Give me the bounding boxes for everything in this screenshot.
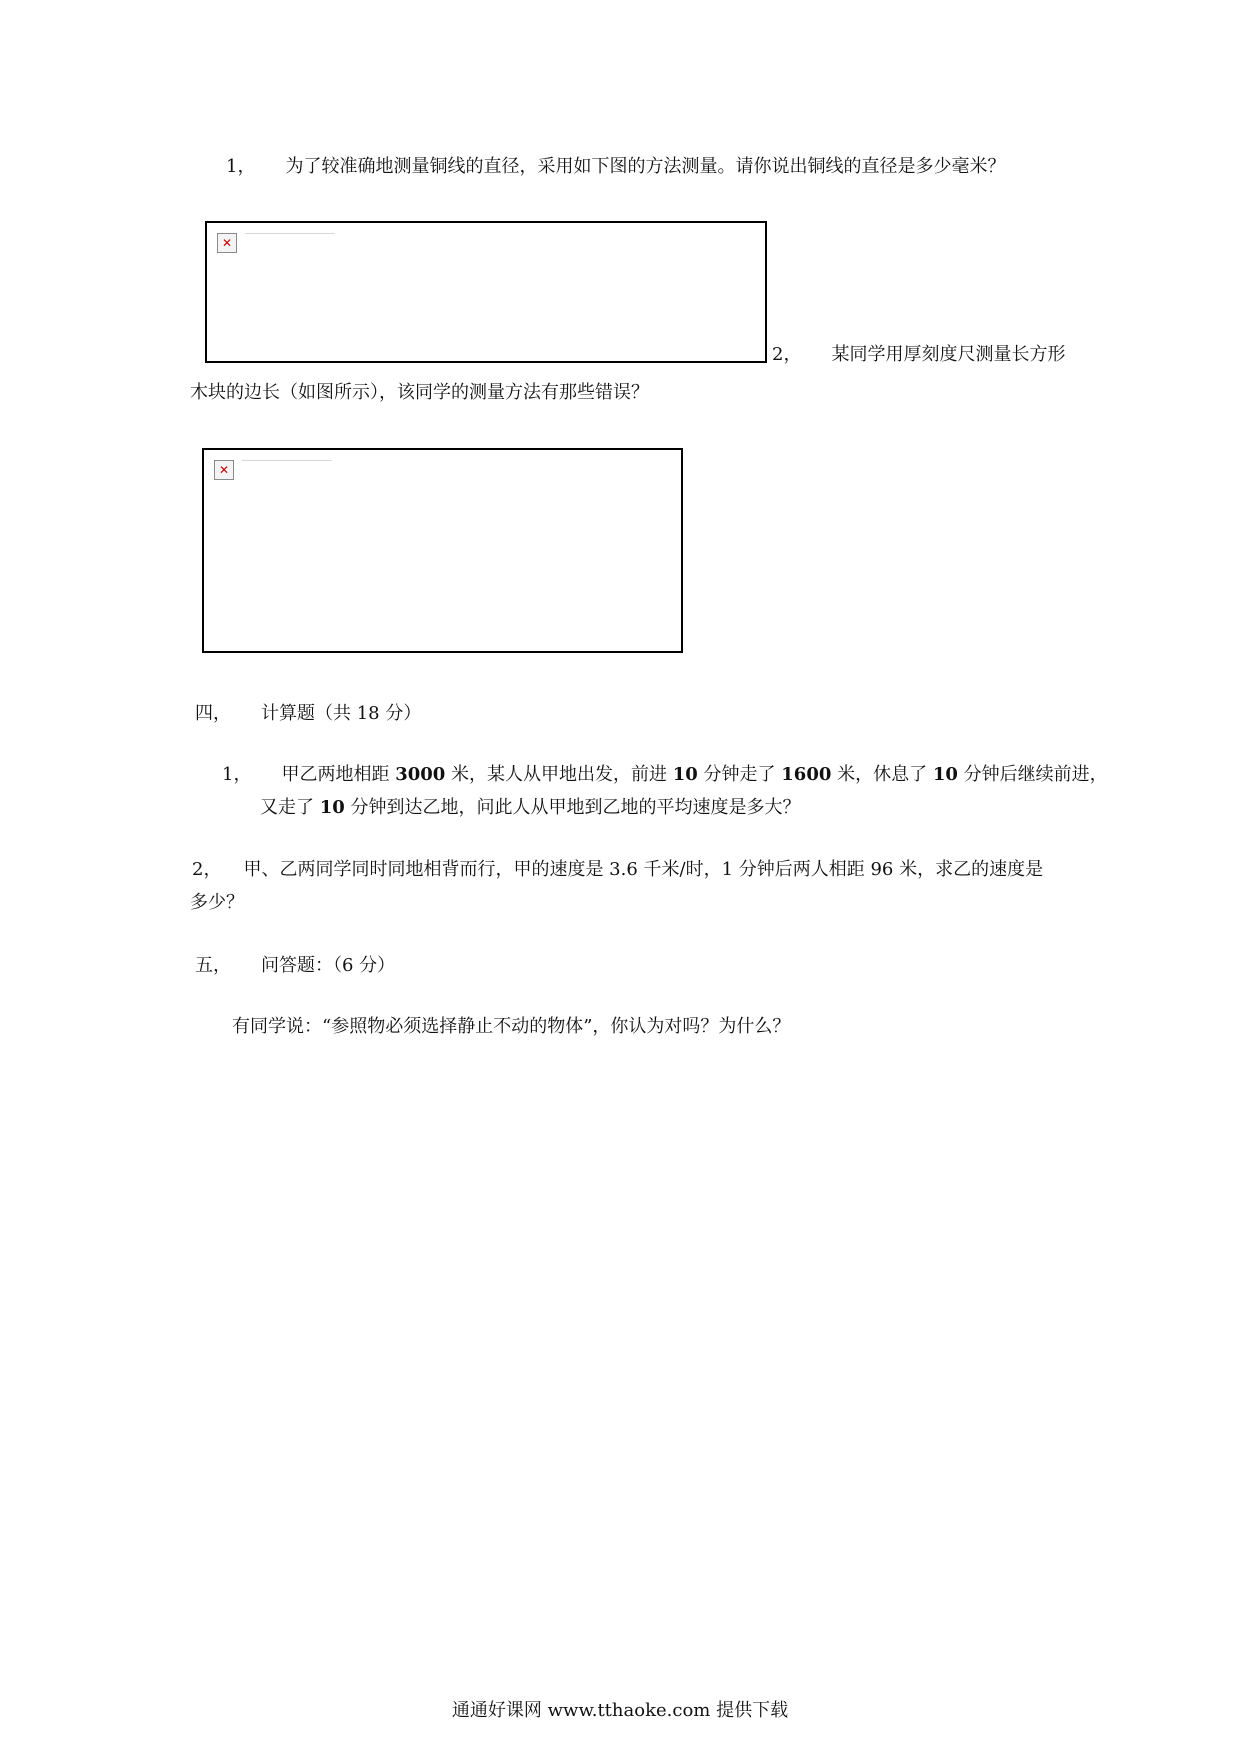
question-text: 又走了 xyxy=(260,797,320,818)
section-title: 问答题：（6 分） xyxy=(261,955,396,976)
question-4-1-line-2 xyxy=(260,799,801,817)
question-number: 1， xyxy=(226,156,256,177)
question-4-1-line-1 xyxy=(222,766,1108,784)
question-text: 为了较准确地测量铜线的直径，采用如下图的方法测量。请你说出铜线的直径是多少毫米？ xyxy=(285,156,1006,177)
question-text: 甲乙两地相距 xyxy=(281,764,396,785)
question-number: 2， xyxy=(772,344,802,365)
question-text: 分钟后继续前进， xyxy=(957,764,1108,785)
page-footer: 通通好课网 www.tthaoke.com 提供下载 xyxy=(451,1700,789,1721)
question-text: 有同学说：“参照物必须选择静止不动的物体”，你认为对吗？为什么？ xyxy=(232,1016,791,1037)
question-3-2-line-2 xyxy=(190,384,649,402)
time-value: 10 xyxy=(672,764,698,785)
question-text: 某同学用厚刻度尺测量长方形 xyxy=(831,344,1066,365)
distance-value: 3000 xyxy=(395,764,446,785)
section-title: 计算题（共 18 分） xyxy=(261,703,422,724)
time-value: 10 xyxy=(932,764,958,785)
question-3-1 xyxy=(226,158,1005,176)
question-3-2-line-1 xyxy=(772,346,1065,364)
question-5 xyxy=(232,1018,790,1036)
question-text: 米，某人从甲地出发，前进 xyxy=(445,764,673,785)
image-alt-text: ________________________________________________________ xyxy=(242,457,332,461)
section-4-heading xyxy=(195,705,421,723)
question-text: 甲、乙两同学同时同地相背而行，甲的速度是 3.6 千米/时，1 分钟后两人相距 96 米，求乙的速度是 xyxy=(243,859,1044,880)
question-text: 多少？ xyxy=(190,892,244,913)
question-number: 1， xyxy=(222,764,252,785)
section-number: 四， xyxy=(195,703,231,724)
section-5-heading xyxy=(195,957,395,975)
question-number: 2， xyxy=(192,859,222,880)
time-value: 10 xyxy=(319,797,345,818)
broken-image-icon: ✕ xyxy=(214,460,234,480)
question-4-2-line-2 xyxy=(190,894,244,912)
question-text: 木块的边长（如图所示），该同学的测量方法有那些错误？ xyxy=(190,382,649,403)
question-text: 米，休息了 xyxy=(831,764,933,785)
broken-image-icon: ✕ xyxy=(217,233,237,253)
question-text: 分钟走了 xyxy=(697,764,782,785)
distance-value: 1600 xyxy=(781,764,832,785)
image-alt-text: ________________________________________________________ xyxy=(245,230,335,234)
ruler-block-figure xyxy=(202,448,683,653)
question-4-2-line-1 xyxy=(192,861,1043,879)
section-number: 五， xyxy=(195,955,231,976)
copper-wire-figure xyxy=(205,221,767,363)
question-text: 分钟到达乙地，问此人从甲地到乙地的平均速度是多大？ xyxy=(344,797,801,818)
